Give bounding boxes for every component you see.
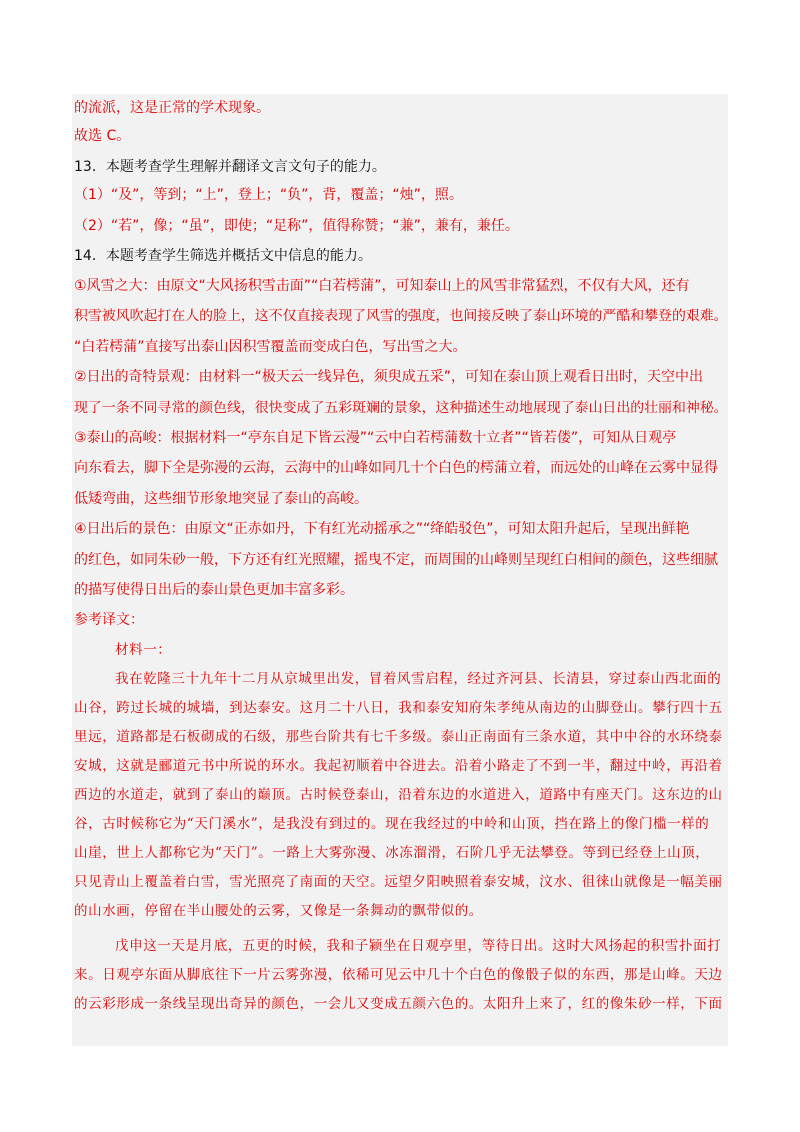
text-line: 戊申这一天是月底，五更的时候，我和子颍坐在日观亭里，等待日出。这时大风扬起的积雪扑面打: [115, 938, 722, 954]
text-line: 的流派，这是正常的学术现象。: [74, 100, 270, 116]
text-line: （2）“若”，像；“虽”，即使；“足称”，值得称赞；“兼”，兼有，兼任。: [74, 218, 519, 234]
text-line: 低矮弯曲，这些细节形象地突显了泰山的高峻。: [74, 491, 368, 507]
text-line: 山崖，世上人都称它为“天门”。一路上大雾弥漫、冰冻溜滑，石阶几乎无法攀登。等到已经登上山顶，: [74, 845, 710, 861]
text-line: 的山水画，停留在半山腰处的云雾，又像是一条舞动的飘带似的。: [74, 903, 483, 919]
text-line: 现了一条不同寻常的颜色线，很快变成了五彩斑斓的景象，这种描述生动地展现了泰山日出的壮丽和神秘。: [74, 400, 728, 416]
text-line: 只见青山上覆盖着白雪，雪光照亮了南面的天空。远望夕阳映照着泰安城，汶水、徂徕山就像是一幅美丽: [74, 874, 723, 890]
text-line: 的红色，如同朱砂一般，下方还有红光照耀，摇曳不定，而周围的山峰则呈现红白相间的颜色，这些细腻: [74, 552, 718, 568]
text-line: ①风雪之大：由原文“大风扬积雪击面”“白若樗蒲”，可知泰山上的风雪非常猛烈，不仅有大风，还有: [74, 278, 690, 294]
text-line: 里远，道路都是石板砌成的石级，那些台阶共有七千多级。泰山正南面有三条水道，其中中谷的水环绕泰: [74, 729, 723, 745]
text-line: 山谷，跨过长城的城墙，到达泰安。这月二十八日，我和泰安知府朱孝纯从南边的山脚登山。攀行四十五: [74, 700, 723, 716]
reference-translation-heading: 参考译文：: [74, 612, 144, 628]
text-line: 西边的水道走，就到了泰山的巅顶。古时候登泰山，沿着东边的水道进入，道路中有座天门。这东边的山: [74, 787, 723, 803]
text-line: 积雪被风吹起打在人的脸上，这不仅直接表现了风雪的强度，也间接反映了泰山环境的严酷和攀登的艰难。: [74, 308, 728, 324]
material-one-heading: 材料一：: [115, 642, 172, 658]
question-13-heading: 13．本题考查学生理解并翻译文言文句子的能力。: [74, 159, 386, 175]
text-line: 安城，这就是郦道元书中所说的环水。我起初顺着中谷进去。沿着小路走了不到一半，翻过中岭，再沿着: [74, 758, 723, 774]
text-line: 的描写使得日出后的泰山景色更加丰富多彩。: [74, 582, 354, 598]
text-line: 故选 C。: [74, 128, 131, 144]
text-line: 我在乾隆三十九年十二月从京城里出发，冒着风雪启程，经过齐河县、长清县，穿过泰山西北面的: [115, 671, 722, 687]
question-14-heading: 14．本题考查学生筛选并概括文中信息的能力。: [74, 248, 372, 264]
text-line: ③泰山的高峻：根据材料一“亭东自足下皆云漫”“云中白若樗蒲数十立者”“皆若偻”，可知从日观亭: [74, 430, 677, 446]
text-line: ②日出的奇特景观：由材料一“极天云一线异色，须臾成五采”，可知在泰山顶上观看日出时，天空中出: [74, 369, 704, 385]
text-line: （1）“及”，等到；“上”，登上；“负”，背，覆盖；“烛”，照。: [74, 187, 463, 203]
text-line: 向东看去，脚下全是弥漫的云海，云海中的山峰如同几十个白色的樗蒲立着，而远处的山峰在云雾中显得: [74, 460, 718, 476]
text-line: 来。日观亭东面从脚底往下一片云雾弥漫，依稀可见云中几十个白色的像骰子似的东西，那是山峰。天边: [74, 967, 723, 983]
text-line: “白若樗蒲”直接写出泰山因积雪覆盖而变成白色，写出雪之大。: [74, 339, 467, 355]
text-line: 谷，古时候称它为“天门溪水”，是我没有到过的。现在我经过的中岭和山顶，挡在路上的像门槛一样的: [74, 816, 710, 832]
text-line: ④日出后的景色：由原文“正赤如丹，下有红光动摇承之”“绛皓驳色”，可知太阳升起后，呈现出鲜艳: [74, 521, 690, 537]
text-line: 的云彩形成一条线呈现出奇异的颜色，一会儿又变成五颜六色的。太阳升上来了，红的像朱砂一样，下面: [74, 996, 723, 1012]
